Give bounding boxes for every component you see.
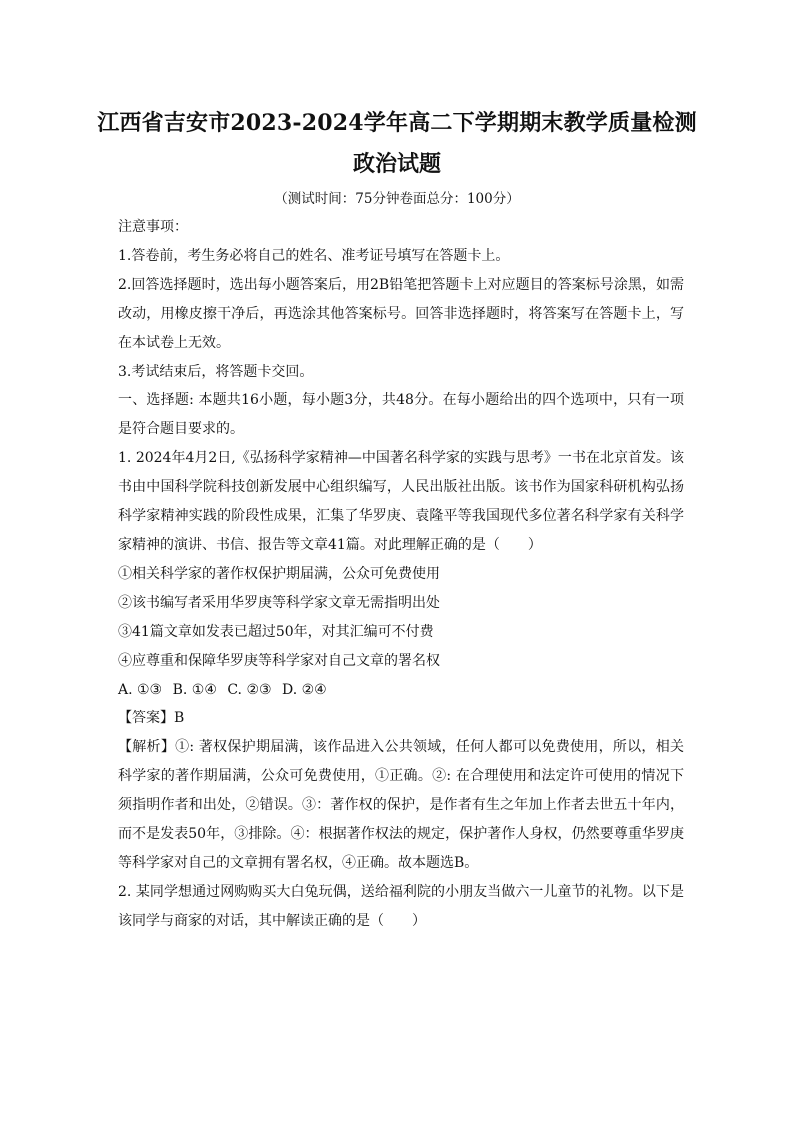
q1-option-a: A. ①③ xyxy=(118,681,163,698)
document-body xyxy=(118,213,684,936)
q1-answer: 【答案】B xyxy=(118,710,185,727)
notice-item-2: 2.回答选择题时，选出每小题答案后，用2B铅笔把答题卡上对应题目的答案标号涂黑，如需改动，用橡皮擦干净后，再选涂其他答案标号。回答非选择题时，将答案写在答题卡上，写在本试卷上无效。 xyxy=(118,276,684,351)
notice-item-1: 1.答卷前，考生务必将自己的姓名、准考证号填写在答题卡上。 xyxy=(118,247,510,264)
title-line-2: 政治试题 xyxy=(352,151,441,177)
q1-option-b: B. ①④ xyxy=(172,681,217,698)
notice-heading: 注意事项： xyxy=(118,219,188,235)
q1-analysis: 【解析】①: 著权保护期届满，该作品进入公共领域，任何人都可以免费使用，所以，相关科学家的著作期届满，公众可免费使用，①正确。②: 在合理使用和法定许可使用的情况下须指明作者和出处，②错误。③：著作权的保护，是作者有生之年加上作者去世五十年内，而不是发表50年，③排除。④：根据著作权法的规定，保护著作人身权，仍然要尊重华罗庚等科学家对自己的文章拥有署名权，④正确。故本题选B。 xyxy=(118,739,684,871)
q1-statement-2: ②该书编写者采用华罗庚等科学家文章无需指明出处 xyxy=(118,594,440,611)
q1-option-c: C. ②③ xyxy=(227,681,272,698)
q1-statement-4: ④应尊重和保障华罗庚等科学家对自己文章的署名权 xyxy=(118,652,440,669)
question-2-stem: 2. 某同学想通过网购购买大白兔玩偶，送给福利院的小朋友当做六一儿童节的礼物。以下是该同学与商家的对话，其中解读正确的是（ ） xyxy=(118,883,684,929)
title-line-1: 江西省吉安市2023-2024学年高二下学期期末教学质量检测 xyxy=(97,110,697,136)
q1-option-d: D. ②④ xyxy=(282,681,327,698)
section-heading: 一、选择题: 本题共16小题，每小题3分，共48分。在每小题给出的四个选项中，只有一项是符合题目要求的。 xyxy=(118,392,684,438)
q1-statement-1: ①相关科学家的著作权保护期届满，公众可免费使用 xyxy=(118,565,440,582)
q1-options xyxy=(118,676,684,705)
exam-meta: （测试时间：75分钟卷面总分：100分） xyxy=(274,191,520,207)
q1-statement-3: ③41篇文章如发表已超过50年，对其汇编可不付费 xyxy=(118,623,434,640)
notice-item-3: 3.考试结束后，将答题卡交回。 xyxy=(118,363,314,380)
question-1-stem: 1. 2024年4月2日,《弘扬科学家精神—中国著名科学家的实践与思考》一书在北京首发。该书由中国科学院科技创新发展中心组织编写，人民出版社出版。该书作为国家科研机构弘扬科学家精神实践的阶段性成果，汇集了华罗庚、袁隆平等我国现代多位著名科学家有关科学家精神的演讲、书信、报告等文章41篇。对此理解正确的是（ ） xyxy=(118,450,684,553)
